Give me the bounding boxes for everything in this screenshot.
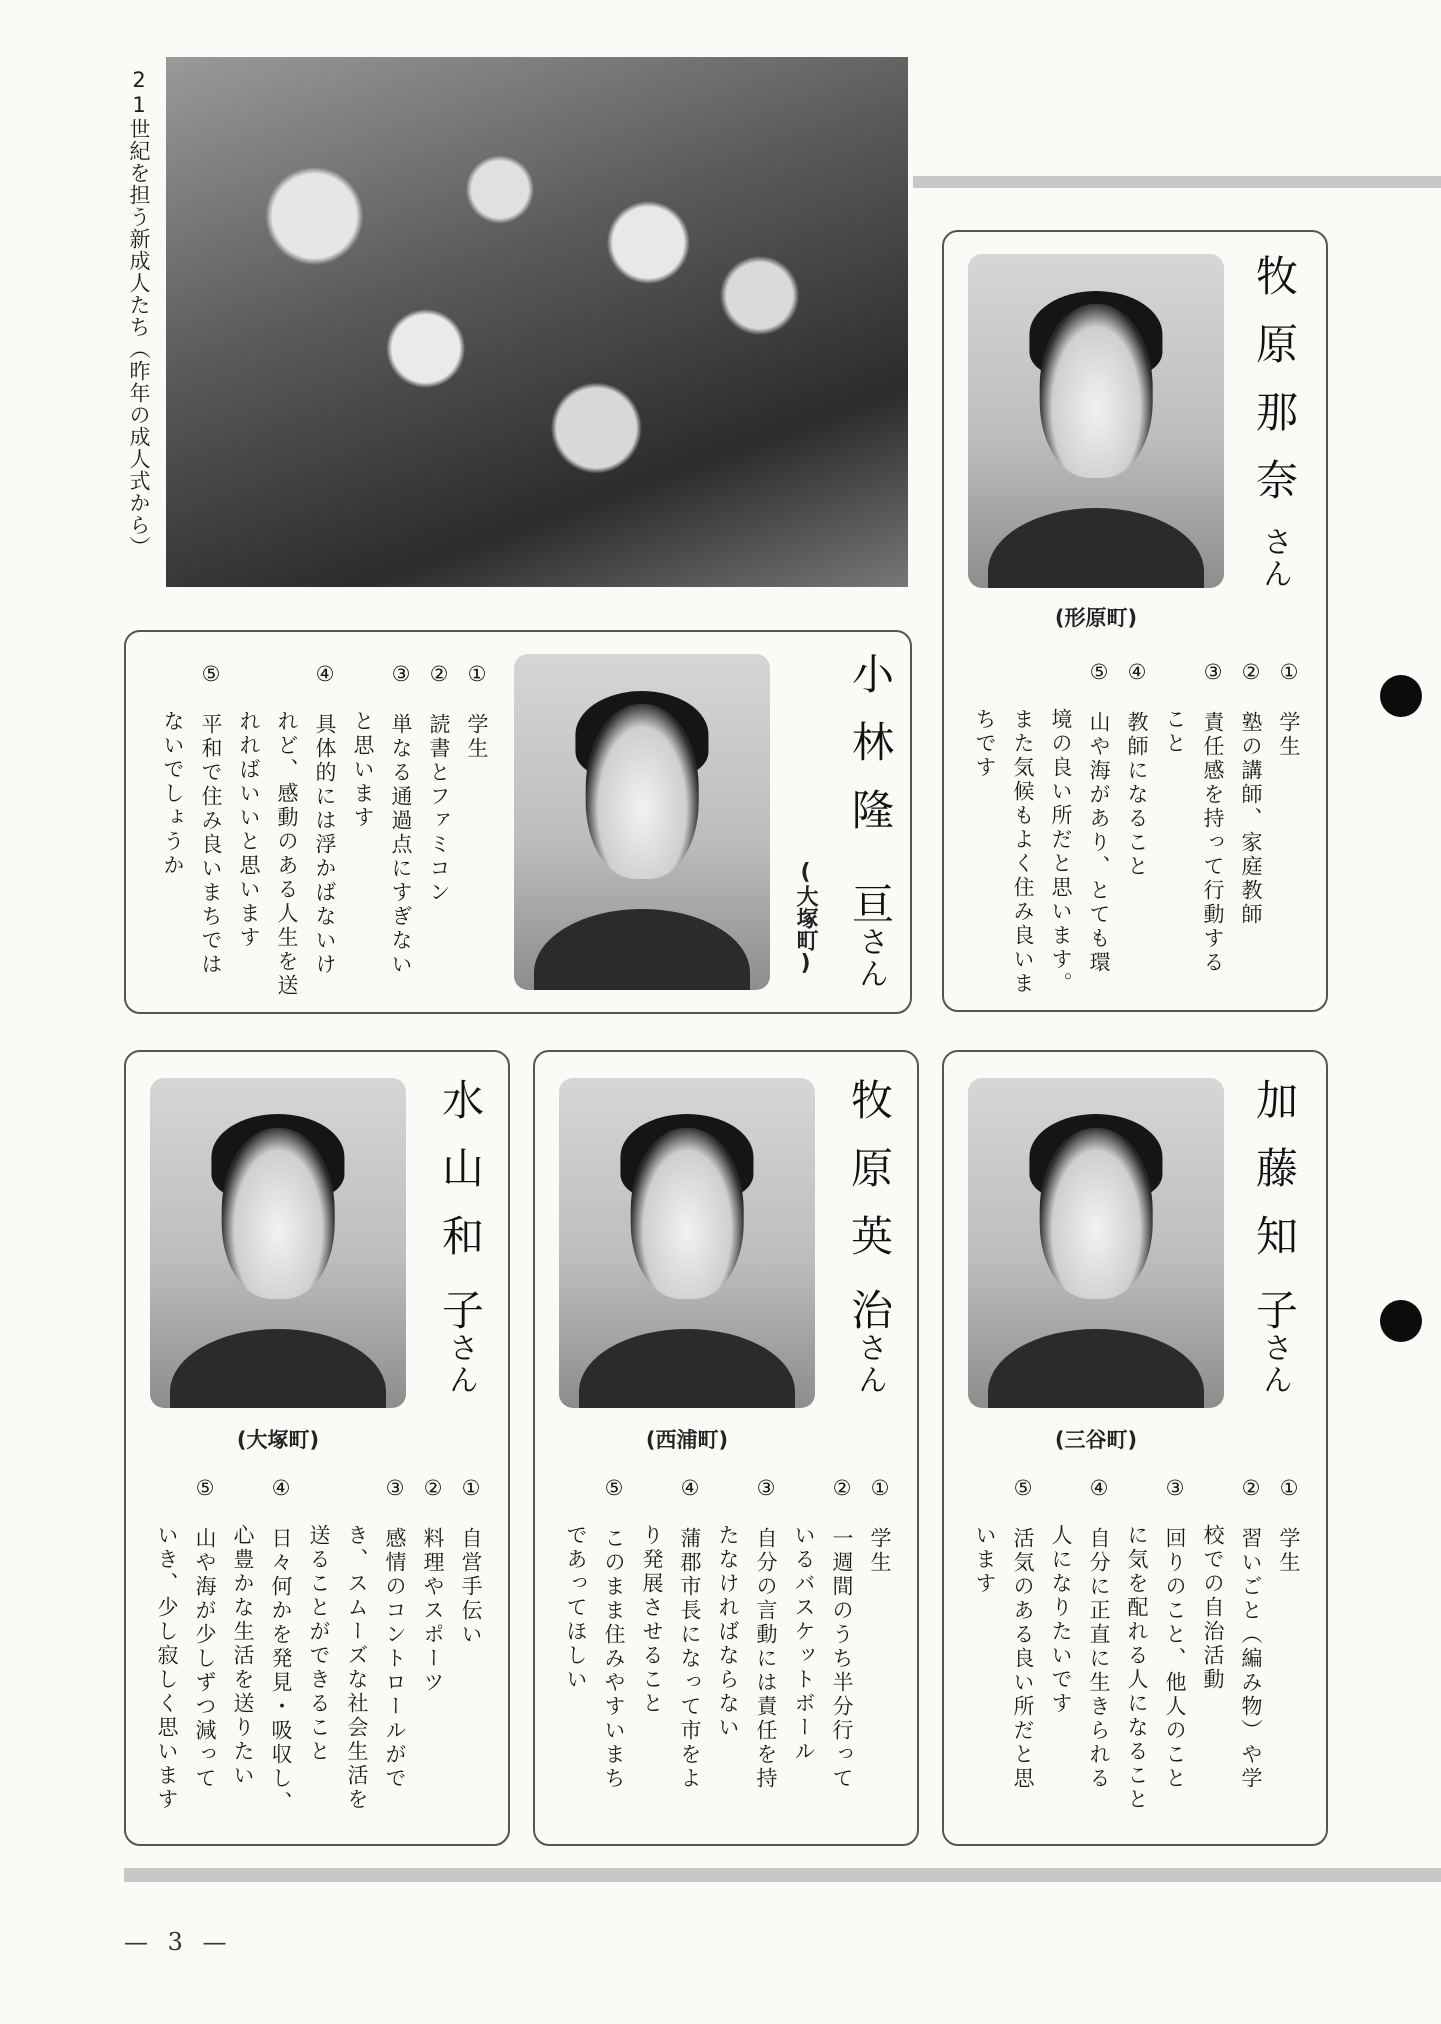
town-makihara-eiji: (西浦町) [645, 1428, 729, 1452]
name-kobayashi-last: 亘さん [846, 882, 895, 990]
town-kobayashi: (大塚町) [793, 860, 818, 976]
town-kato: (三谷町) [1054, 1428, 1138, 1452]
profile-card-kato [942, 1050, 1328, 1846]
profile-card-makihara-nana [942, 230, 1328, 1012]
profile-card-kobayashi [124, 630, 912, 1014]
profile-card-mizuyama [124, 1050, 510, 1846]
town-makihara-nana: (形原町) [1054, 606, 1138, 630]
answers-makihara-nana: ① 学生 ② 塾の講師、家庭教師 ③ 責任感を持って行動する こと ④ 教師になること ⑤ 山や海があり、とても環 境の良い所だと思います。 また気候もよく住み良いま ちです [973, 660, 1301, 996]
answers-kato: ① 学生 ② 習いごと（編み物）や学 校での自治活動 ③ 回りのこと、他人のこと に気を配れる人になること ④ 自分に正直に生きられる 人になりたいです ⑤ 活気のある良い所だと思 います [973, 1476, 1301, 1812]
name-kobayashi: 小林隆 [846, 652, 895, 856]
portrait-makihara-nana [968, 254, 1224, 588]
answers-mizuyama: ① 自営手伝い ② 料理やスポーツ ③ 感情のコントロールがで き、スムーズな社会生活を 送ることができること ④ 日々何かを発見・吸収し、 心豊かな生活を送りたい ⑤ 山や海が少しずつ減って いき、少し寂しく思います [155, 1476, 483, 1815]
answers-kobayashi: ① 学生 ② 読書とファミコン ③ 単なる通過点にすぎない と思います ④ 具体的には浮かばないけ れど、感動のある人生を送 れればいいと思います ⑤ 平和で住み良いまちでは ないでしょうか [161, 662, 489, 998]
name-mizuyama: 水山和 [436, 1078, 485, 1282]
answers-makihara-eiji: ① 学生 ② 一週間のうち半分行って いるバスケットボール ③ 自分の言動には責任を持 たなければならない ④ 蒲郡市長になって市をよ り発展させること ⑤ このまま住みやすいまち であってほしい [564, 1476, 892, 1791]
name-kato-last: 子さん [1250, 1288, 1299, 1396]
name-makihara-nana: 牧原那奈さん [1250, 254, 1299, 590]
profile-card-makihara-eiji [533, 1050, 919, 1846]
top-divider-bar [913, 176, 1441, 188]
portrait-kato [968, 1078, 1224, 1408]
page-number: — 3 — [124, 1928, 233, 1956]
name-makihara-eiji-last: 治さん [845, 1288, 894, 1396]
group-photo-caption: 21世紀を担う新成人たち（昨年の成人式から） [127, 68, 151, 558]
binder-hole-bottom [1380, 1300, 1422, 1342]
portrait-kobayashi [514, 654, 770, 990]
name-mizuyama-last: 子さん [436, 1288, 485, 1396]
binder-hole-top [1380, 675, 1422, 717]
name-kato: 加藤知 [1250, 1078, 1299, 1282]
portrait-makihara-eiji [559, 1078, 815, 1408]
group-photo-image [166, 57, 908, 587]
town-mizuyama: (大塚町) [236, 1428, 320, 1452]
name-makihara-eiji: 牧原英 [845, 1078, 894, 1282]
bottom-divider-bar [124, 1868, 1441, 1882]
portrait-mizuyama [150, 1078, 406, 1408]
